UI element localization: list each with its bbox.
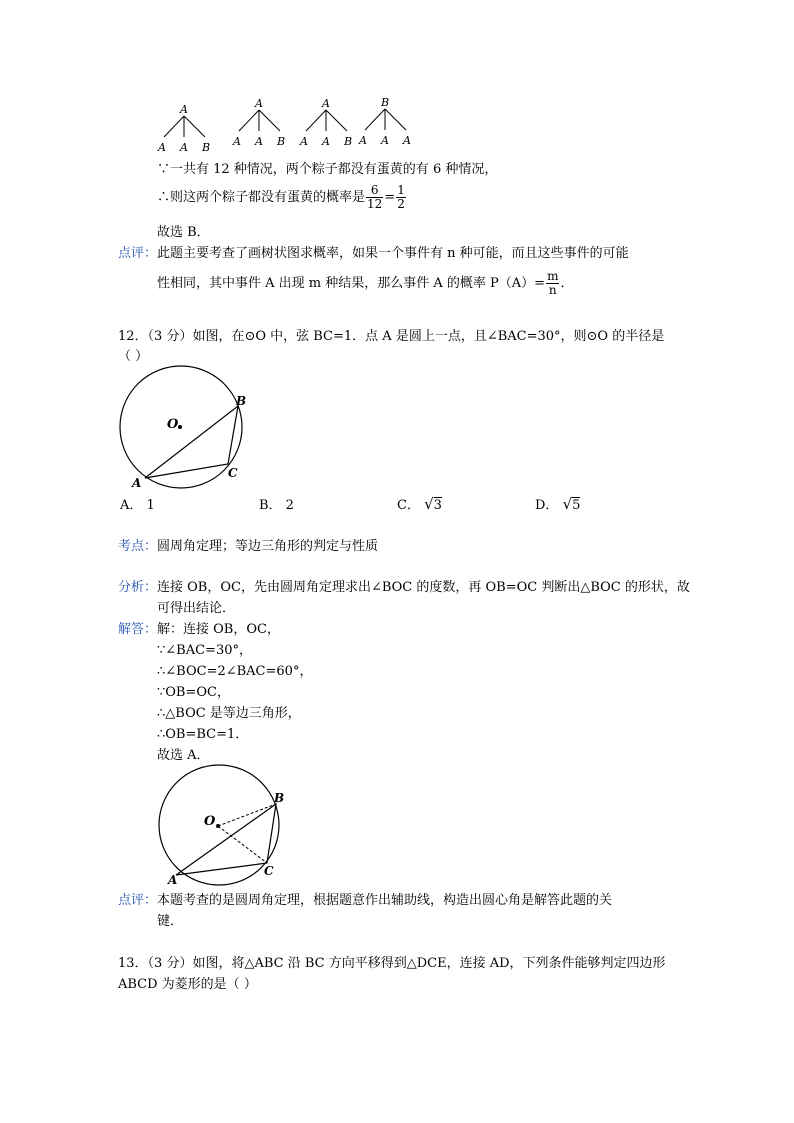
solution-step: ∵OB=OC， xyxy=(157,685,230,700)
tree-1 xyxy=(157,103,210,154)
numerator: m xyxy=(547,269,559,283)
label-a: A xyxy=(132,476,142,490)
sqrt-sign: √ xyxy=(562,495,573,513)
tree-leaf: B xyxy=(277,135,286,148)
center-point xyxy=(216,824,220,828)
option-c xyxy=(397,495,442,515)
tree-leaf: A xyxy=(233,135,241,148)
tree-leaf: B xyxy=(344,135,353,148)
tree-leaf: A xyxy=(158,141,166,154)
tree-root: A xyxy=(180,103,188,116)
tree-root: A xyxy=(322,98,330,110)
numerator: 6 xyxy=(366,184,383,198)
tree-3 xyxy=(299,98,352,148)
label-c: C xyxy=(264,864,274,878)
period: ． xyxy=(560,276,574,291)
q12-solution-figure xyxy=(152,763,292,891)
radius-oc xyxy=(218,826,267,863)
option-d xyxy=(535,495,580,515)
tree-leaf: A xyxy=(255,135,263,148)
comment11-line2 xyxy=(157,270,573,297)
option-label: D． xyxy=(535,498,559,513)
tree-leaf: A xyxy=(381,134,389,147)
tree-2 xyxy=(232,98,285,148)
q13-stem-line1: 13．（3 分）如图，将△ABC 沿 BC 方向平移得到△DCE，连接 AD，下列条件能够判定四边形 xyxy=(118,956,666,971)
comment11-line1 xyxy=(118,245,629,263)
q13-stem-line2: ABCD 为菱形的是（ ） xyxy=(118,977,257,992)
solution-step: 故选 A． xyxy=(157,748,210,763)
q12-stem-line1: 12．（3 分）如图，在⊙O 中，弦 BC=1．点 A 是圆上一点，且∠BAC=30°，则⊙O 的半径是 xyxy=(118,329,665,344)
sol11-line1: ∵一共有 12 种情况，两个粽子都没有蛋黄的有 6 种情况， xyxy=(157,162,498,177)
comment-text: 性相同，其中事件 A 出现 m 种结果，那么事件 A 的概率 P（A）= xyxy=(157,276,546,291)
tree-leaf: A xyxy=(403,134,411,147)
radicand: 3 xyxy=(433,498,442,513)
solution-step: ∴△BOC 是等边三角形， xyxy=(157,706,301,721)
radicand: 5 xyxy=(572,498,581,513)
sol11-choose: 故选 B． xyxy=(157,225,210,240)
kaodian-text: 圆周角定理；等边三角形的判定与性质 xyxy=(157,539,379,554)
option-label: C． xyxy=(397,498,420,513)
fraction xyxy=(366,184,383,211)
solution-step: ∴OB=BC=1． xyxy=(157,727,249,742)
fraction xyxy=(396,184,406,211)
sol11-line2 xyxy=(157,184,407,211)
tree-root: B xyxy=(381,98,390,109)
denominator: 2 xyxy=(397,197,405,211)
tree-leaf: A xyxy=(359,134,367,147)
dianping-text: 本题考查的是圆周角定理，根据题意作出辅助线，构造出圆心角是解答此题的关 xyxy=(157,893,613,908)
label-c: C xyxy=(228,466,238,480)
dianping-line1 xyxy=(118,892,612,910)
dianping-label: 点评： xyxy=(118,893,158,908)
sqrt-sign: √ xyxy=(424,495,434,513)
option-b: B． 2 xyxy=(259,498,294,513)
denominator: n xyxy=(548,283,557,297)
label-b: B xyxy=(236,394,247,408)
tree-diagrams xyxy=(155,98,415,156)
kaodian-label: 考点： xyxy=(118,539,158,554)
triangle-abc xyxy=(145,406,238,478)
tree-leaf: A xyxy=(322,135,330,148)
q12-figure xyxy=(112,365,262,495)
tree-root: A xyxy=(255,98,263,110)
tree-leaf: A xyxy=(180,141,188,154)
option-a: A． 1 xyxy=(120,498,155,513)
solution-step: 解：连接 OB，OC， xyxy=(157,622,280,637)
comment-label: 点评： xyxy=(118,246,158,261)
tree-leaf: A xyxy=(300,135,308,148)
q12-stem-line2: （ ） xyxy=(118,349,149,364)
tree-leaf: B xyxy=(202,141,211,154)
fraction xyxy=(546,270,559,297)
fenxi-line1 xyxy=(118,579,690,597)
radius-ob xyxy=(218,804,276,826)
fenxi-label: 分析： xyxy=(118,580,158,595)
label-o: O xyxy=(167,417,179,432)
sol11-line2-prefix: ∴则这两个粽子都没有蛋黄的概率是 xyxy=(157,190,366,205)
label-o: O xyxy=(204,814,216,829)
solution-step: ∴∠BOC=2∠BAC=60°， xyxy=(157,664,313,679)
denominator: 12 xyxy=(367,197,383,211)
kaodian xyxy=(118,538,378,556)
equals-sign: = xyxy=(384,190,396,205)
label-a: A xyxy=(168,873,178,887)
label-b: B xyxy=(274,791,285,805)
dianping-line2: 键． xyxy=(157,914,184,929)
center-point xyxy=(178,425,182,429)
fenxi-text: 连接 OB，OC，先由圆周角定理求出∠BOC 的度数，再 OB=OC 判断出△BOC 的形状，故 xyxy=(157,580,690,595)
numerator: 1 xyxy=(397,183,405,197)
comment-text: 此题主要考查了画树状图求概率，如果一个事件有 n 种可能，而且这些事件的可能 xyxy=(157,246,629,261)
triangle-abc xyxy=(176,804,276,875)
tree-4 xyxy=(358,98,411,147)
fenxi-line2: 可得出结论． xyxy=(157,601,236,616)
solution-step: ∵∠BAC=30°， xyxy=(157,643,252,658)
jieda-label: 解答： xyxy=(118,622,158,637)
jieda-line xyxy=(118,621,280,639)
